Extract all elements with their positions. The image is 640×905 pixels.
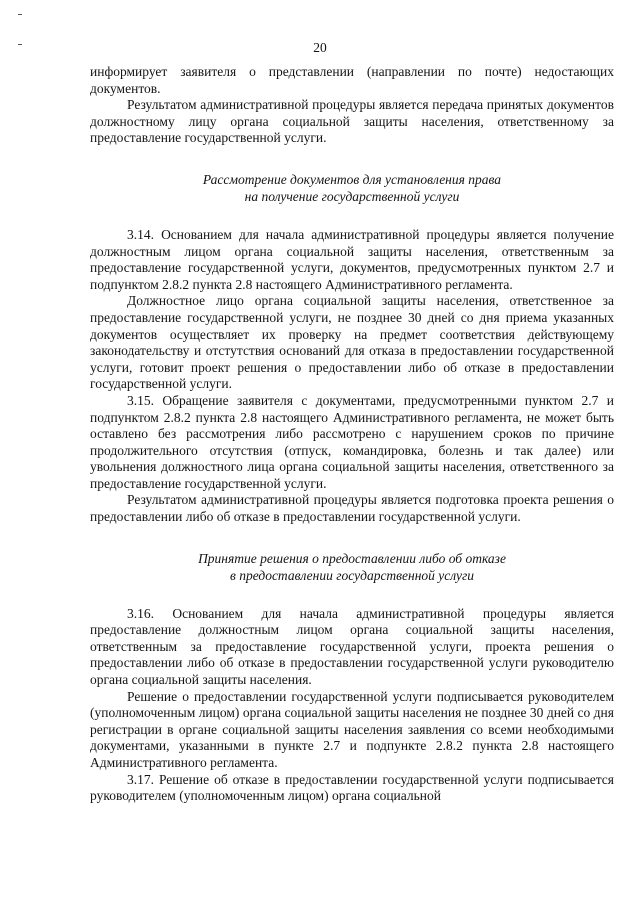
heading-line: на получение государственной услуги bbox=[244, 188, 460, 204]
paragraph: Должностное лицо органа социальной защиты населения, ответственное за предоставление государственной услуги, не позднее 30 дней со дня приема указанных документов осуществляет их проверку на предмет соответствия действующему законодательству и отстутствия оснований для отказа в предоставлении государственной услуги, готовит проект решения о предоставлении либо об отказе в предоставлении государственной услуги. bbox=[90, 293, 614, 392]
section-heading bbox=[90, 550, 614, 584]
scan-mark bbox=[18, 14, 22, 15]
paragraph: 3.16. Основанием для начала административной процедуры является предоставление должностным лицом органа социальной защиты населения, ответственным за предоставление государственной услуги, проекта решения о предоставлении либо об отказе в предоставлении государственной услуги руководителю органа социальной защиты населения. bbox=[90, 605, 614, 688]
heading-line: Принятие решения о предоставлении либо об отказе bbox=[198, 550, 506, 566]
page-number: 20 bbox=[313, 40, 327, 55]
paragraph: Результатом административной процедуры является подготовка проекта решения о предоставлении либо об отказе в предоставлении государственной услуги. bbox=[90, 492, 614, 525]
paragraph: 3.15. Обращение заявителя с документами, предусмотренными пунктом 2.7 и подпунктом 2.8.2 пункта 2.8 настоящего Административного регламента, не может быть оставлено без рассмотрения либо рассмотрено с нарушением сроков по причине продолжительного отсутствия (отпуск, командировка, болезнь и так далее) или увольнения должностного лица органа социальной защиты населения, ответственного за предоставление государственной услуги. bbox=[90, 392, 614, 491]
heading-line: Рассмотрение документов для установления права bbox=[202, 171, 502, 187]
paragraph: Решение о предоставлении государственной услуги подписывается руководителем (уполномоченным лицом) органа социальной защиты населения не позднее 30 дней со дня регистрации в органе социальной защиты населения заявления со всеми необходимыми документами, указанными в пункте 2.7 и подпункте 2.8.2 пункта 2.8 настоящего Административного регламента. bbox=[90, 688, 614, 770]
paragraph: 3.17. Решение об отказе в предоставлении государственной услуги подписывается руководителем (уполномоченным лицом) органа социальной bbox=[90, 771, 614, 804]
paragraph: информирует заявителя о представлении (направлении по почте) недостающих документов. bbox=[90, 64, 614, 96]
heading-line: в предоставлении государственной услуги bbox=[229, 567, 475, 583]
paragraph: 3.14. Основанием для начала административной процедуры является получение должностным лицом органа социальной защиты населения, ответственным за предоставление государственной услуги, документов, предусмотренных пунктом 2.7 и подпунктом 2.8.2 пункта 2.8 настоящего Административного регламента. bbox=[90, 226, 614, 292]
section-heading bbox=[90, 171, 614, 205]
document-body bbox=[90, 64, 614, 805]
paragraph: Результатом административной процедуры является передача принятых документов должностному лицу органа социальной защиты населения, ответственному за предоставление государственной услуги. bbox=[90, 97, 614, 146]
